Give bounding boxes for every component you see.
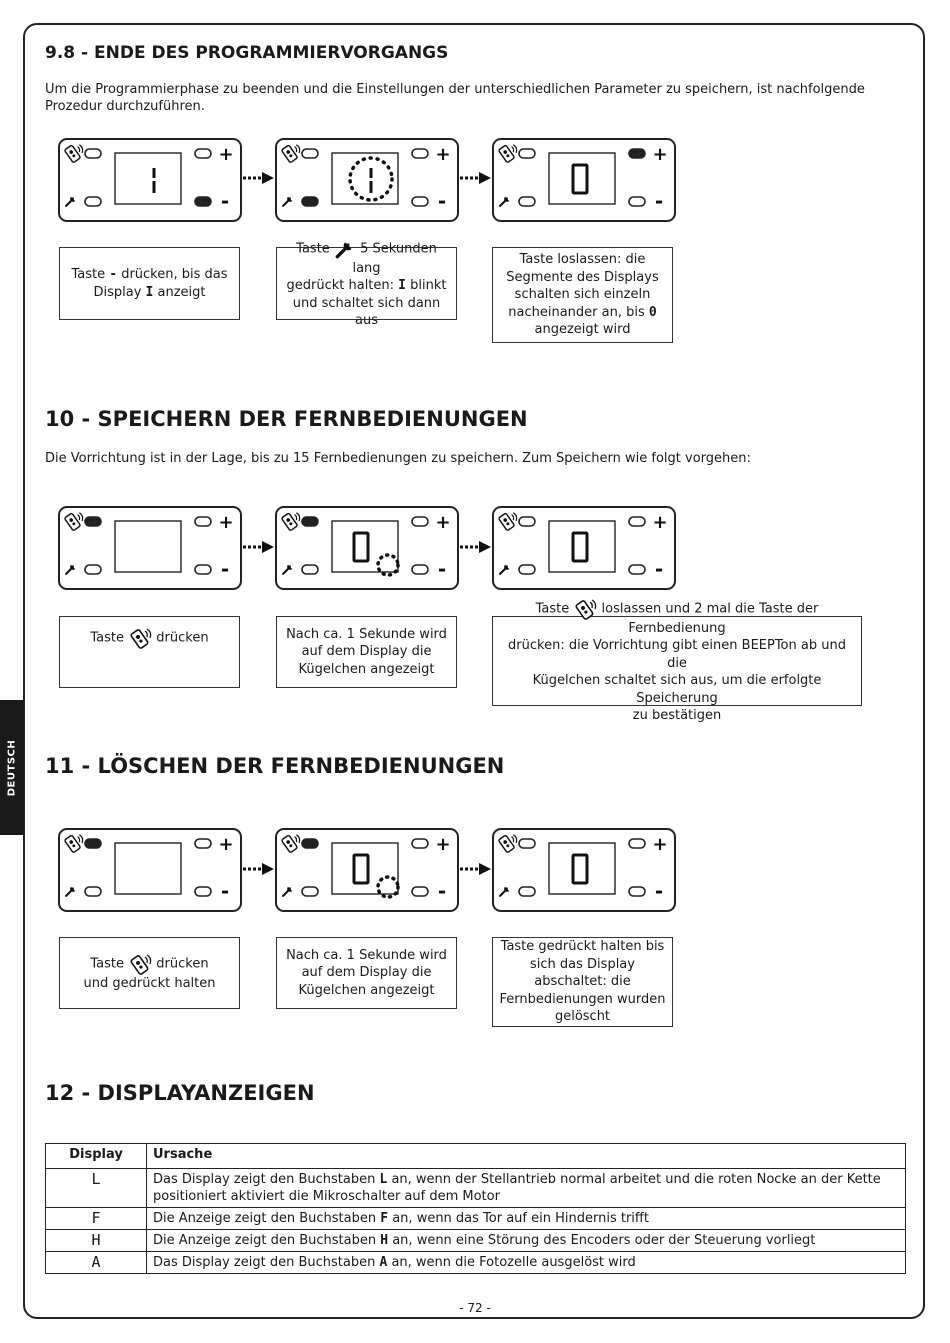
step-box-10-3: Taste loslassen und 2 mal die Taste der Fernbedienung drücken: die Vorrichtung gibt einen BEEPTon ab und die Kügelchen schaltet sich aus, um die erfolgte Speicherung zu bestätigen bbox=[492, 616, 862, 706]
language-side-tab bbox=[0, 700, 24, 835]
minus-led bbox=[195, 197, 211, 206]
table-row bbox=[46, 1169, 906, 1208]
cause-text: Die Anzeige zeigt den Buchstaben F an, wenn das Tor auf ein Hindernis trifft bbox=[147, 1208, 906, 1230]
control-panel-9-8-3 bbox=[492, 138, 676, 222]
svg-text:-: - bbox=[220, 557, 230, 581]
remote-button-icon bbox=[128, 953, 152, 975]
display-code: A bbox=[46, 1252, 147, 1274]
table-header-display: Display bbox=[46, 1144, 147, 1169]
table-row bbox=[46, 1208, 906, 1230]
minus-sign: - bbox=[220, 189, 230, 213]
control-panel-10-1 bbox=[58, 506, 242, 590]
display-panel bbox=[275, 828, 459, 912]
display-code: H bbox=[46, 1230, 147, 1252]
wrench-led-on bbox=[302, 197, 318, 206]
display-codes-table bbox=[45, 1143, 906, 1274]
display-one-symbol: I bbox=[398, 278, 406, 293]
section-title-9-8: 9.8 - ENDE DES PROGRAMMIERVORGANGS bbox=[45, 43, 449, 63]
svg-text:-: - bbox=[654, 557, 664, 581]
page-number: - 72 - bbox=[459, 1301, 491, 1315]
step-box-9-8-3: Taste loslassen: die Segmente des Displays schalten sich einzeln nacheinander an, bis 0 angezeigt wird bbox=[492, 247, 673, 343]
svg-text:+: + bbox=[652, 834, 668, 855]
flow-arrow bbox=[459, 861, 493, 877]
flow-arrow bbox=[459, 170, 493, 186]
flow-arrow bbox=[242, 170, 276, 186]
table-header-cause: Ursache bbox=[147, 1144, 906, 1169]
svg-text:+: + bbox=[218, 512, 234, 533]
svg-text:-: - bbox=[654, 189, 664, 213]
section-intro-10: Die Vorrichtung ist in der Lage, bis zu 15 Fernbedienungen zu speichern. Zum Speichern wie folgt vorgehen: bbox=[45, 451, 751, 466]
step-box-10-1: Taste drücken bbox=[59, 616, 240, 688]
svg-text:+: + bbox=[435, 834, 451, 855]
step-box-9-8-1: Taste - drücken, bis das Display I anzeigt bbox=[59, 247, 240, 320]
svg-text:-: - bbox=[220, 879, 230, 903]
display-panel bbox=[492, 828, 676, 912]
section-intro-9-8: Um die Programmierphase zu beenden und die Einstellungen der unterschiedlichen Parameter zu speichern, ist nachfolgende Prozedur durchzuführen. bbox=[45, 82, 865, 114]
flow-arrow bbox=[242, 539, 276, 555]
display-code: L bbox=[46, 1169, 147, 1208]
step-box-11-2: Nach ca. 1 Sekunde wird auf dem Display die Kügelchen angezeigt bbox=[276, 937, 457, 1009]
display-panel bbox=[492, 506, 676, 590]
flow-arrow bbox=[459, 539, 493, 555]
remote-button-icon bbox=[128, 627, 152, 649]
table-row bbox=[46, 1230, 906, 1252]
svg-text:-: - bbox=[437, 557, 447, 581]
svg-text:-: - bbox=[437, 189, 447, 213]
svg-text:+: + bbox=[435, 512, 451, 533]
step-box-11-1: Taste drücken und gedrückt halten bbox=[59, 937, 240, 1009]
section-title-12: 12 - DISPLAYANZEIGEN bbox=[45, 1081, 315, 1105]
table-row bbox=[46, 1252, 906, 1274]
svg-text:+: + bbox=[652, 512, 668, 533]
minus-key-symbol: - bbox=[109, 267, 118, 282]
svg-text:+: + bbox=[652, 144, 668, 165]
section-title-10: 10 - SPEICHERN DER FERNBEDIENUNGEN bbox=[45, 407, 528, 431]
control-panel-10-2 bbox=[275, 506, 459, 590]
cause-text: Das Display zeigt den Buchstaben L an, wenn der Stellantrieb normal arbeitet und die roten Nocke an der Kette positioniert aktiviert die Mikroschalter auf dem Motor bbox=[147, 1169, 906, 1208]
inline-display-code: A bbox=[379, 1255, 388, 1270]
display-panel bbox=[275, 506, 459, 590]
control-panel-11-3 bbox=[492, 828, 676, 912]
display-one-symbol: I bbox=[145, 284, 154, 300]
plus-sign: + bbox=[218, 144, 234, 165]
remote-led-on bbox=[85, 517, 101, 526]
control-panel-9-8-1 bbox=[58, 138, 242, 222]
inline-display-code: L bbox=[379, 1172, 388, 1187]
control-panel-10-3 bbox=[492, 506, 676, 590]
control-panel-11-2 bbox=[275, 828, 459, 912]
display-panel bbox=[275, 138, 459, 222]
table-header-row bbox=[46, 1144, 906, 1169]
svg-text:-: - bbox=[437, 879, 447, 903]
flow-arrow bbox=[242, 861, 276, 877]
display-zero-symbol: 0 bbox=[648, 304, 657, 320]
inline-display-code: H bbox=[380, 1233, 389, 1248]
section-title-11: 11 - LÖSCHEN DER FERNBEDIENUNGEN bbox=[45, 754, 505, 778]
inline-display-code: F bbox=[380, 1211, 389, 1226]
display-panel bbox=[58, 138, 242, 222]
side-tab-label: DEUTSCH bbox=[6, 739, 18, 797]
step-box-10-2: Nach ca. 1 Sekunde wird auf dem Display die Kügelchen angezeigt bbox=[276, 616, 457, 688]
display-code: F bbox=[46, 1208, 147, 1230]
control-panel-11-1 bbox=[58, 828, 242, 912]
remote-button-icon bbox=[573, 598, 597, 620]
cause-text: Die Anzeige zeigt den Buchstaben H an, wenn eine Störung des Encoders oder der Steuerung vorliegt bbox=[147, 1230, 906, 1252]
svg-text:-: - bbox=[654, 879, 664, 903]
step-box-9-8-2: Taste 5 Sekunden lang gedrückt halten: I blinkt und schaltet sich dann aus bbox=[276, 247, 457, 320]
cause-text: Das Display zeigt den Buchstaben A an, wenn die Fotozelle ausgelöst wird bbox=[147, 1252, 906, 1274]
wrench-icon bbox=[334, 238, 356, 260]
svg-text:+: + bbox=[218, 834, 234, 855]
display-panel bbox=[58, 506, 242, 590]
display-panel bbox=[58, 828, 242, 912]
svg-text:+: + bbox=[435, 144, 451, 165]
display-panel bbox=[492, 138, 676, 222]
step-box-11-3: Taste gedrückt halten bis sich das Display abschaltet: die Fernbedienungen wurden gelöscht bbox=[492, 937, 673, 1027]
control-panel-9-8-2 bbox=[275, 138, 459, 222]
